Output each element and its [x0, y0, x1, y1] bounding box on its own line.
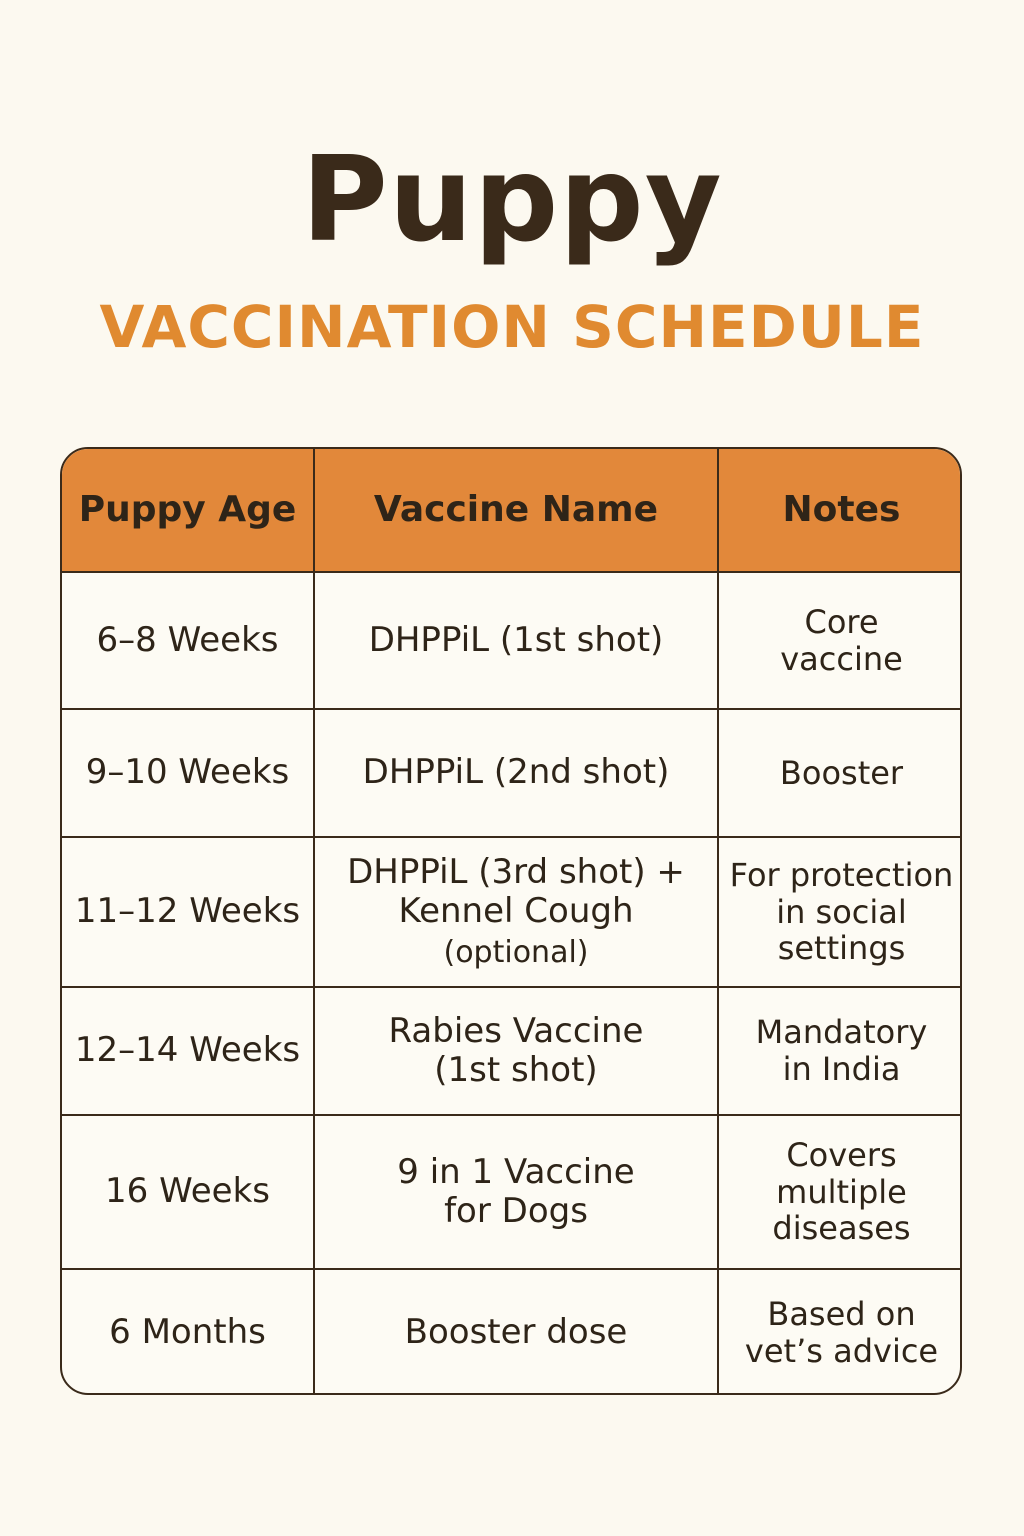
vaccine-cell [314, 1269, 718, 1395]
notes-line: multiple [776, 1172, 907, 1211]
header-puppy-age: Puppy Age [62, 449, 314, 572]
notes-cell [718, 1269, 962, 1395]
header-notes: Notes [718, 449, 962, 572]
vaccine-text-line2: (1st shot) [434, 1050, 598, 1090]
table-row [62, 709, 962, 837]
vaccine-line [325, 892, 707, 970]
vaccine-text: Booster dose [404, 1312, 628, 1353]
notes-line: Covers [786, 1135, 897, 1174]
age-cell: 6 Months [62, 1269, 314, 1395]
vaccine-cell [314, 987, 718, 1115]
vaccine-optional-note: (optional) [443, 934, 589, 970]
notes-line: vaccine [780, 639, 903, 678]
notes-line: settings [777, 929, 906, 968]
notes-cell [718, 987, 962, 1115]
table-header-row [62, 449, 962, 572]
notes-line: Core [804, 602, 879, 641]
notes-cell [718, 837, 962, 987]
vaccine-text: DHPPiL (2nd shot) [362, 752, 670, 793]
notes-line: diseases [772, 1209, 911, 1248]
notes-cell [718, 709, 962, 837]
vaccine-text: DHPPiL (1st shot) [368, 619, 664, 660]
notes-cell [718, 1115, 962, 1269]
page-subtitle: VACCINATION SCHEDULE [99, 293, 925, 361]
notes-line: vet’s advice [744, 1332, 939, 1370]
table-row [62, 837, 962, 987]
age-cell: 11–12 Weeks [62, 837, 314, 987]
vaccine-text: DHPPiL (3rd shot) + [347, 852, 685, 893]
vaccine-text-line2: Kennel Cough [398, 891, 634, 932]
notes-line: Based on [767, 1295, 916, 1334]
notes-line: in India [782, 1050, 901, 1088]
table-row [62, 1269, 962, 1395]
vaccine-text: 9 in 1 Vaccine [397, 1151, 635, 1192]
vaccination-table [60, 447, 962, 1395]
age-cell: 16 Weeks [62, 1115, 314, 1269]
vaccine-text: Rabies Vaccine [388, 1010, 644, 1051]
table-row [62, 1115, 962, 1269]
notes-line: Mandatory [755, 1013, 928, 1052]
vaccine-text-line2: for Dogs [444, 1191, 588, 1231]
table-row [62, 572, 962, 709]
age-cell: 12–14 Weeks [62, 987, 314, 1115]
vaccine-cell [314, 837, 718, 987]
age-cell: 6–8 Weeks [62, 572, 314, 709]
vaccine-cell [314, 1115, 718, 1269]
vaccine-cell [314, 572, 718, 709]
vaccine-cell [314, 709, 718, 837]
age-cell: 9–10 Weeks [62, 709, 314, 837]
notes-cell [718, 572, 962, 709]
notes-line: For protection [729, 855, 954, 894]
notes-line: Booster [779, 753, 904, 792]
page-title: Puppy [301, 130, 723, 268]
header-vaccine-name: Vaccine Name [314, 449, 718, 572]
notes-line: in social [776, 892, 907, 931]
table-row [62, 987, 962, 1115]
